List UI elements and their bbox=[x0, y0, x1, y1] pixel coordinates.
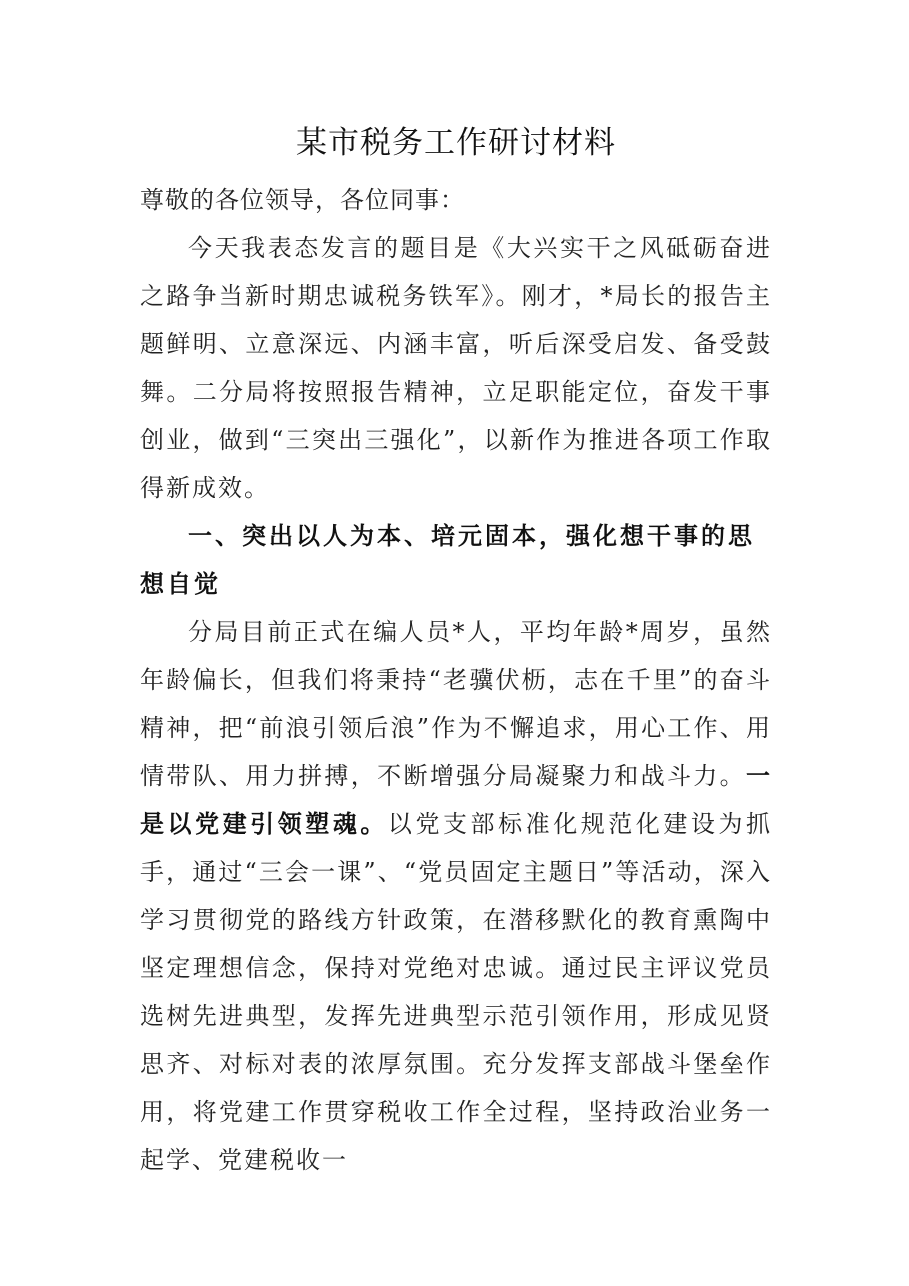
section-1-paragraph bbox=[140, 608, 772, 1184]
salutation: 尊敬的各位领导，各位同事： bbox=[140, 186, 465, 214]
section-1-text-b: 以党支部标准化规范化建设为抓手，通过“三会一课”、“党员固定主题日”等活动，深入学习贯彻党的路线方针政策，在潜移默化的教育熏陶中坚定理想信念，保持对党绝对忠诚。通过民主评议党员选树先进典型，发挥先进典型示范引领作用，形成见贤思齐、对标对表的浓厚氛围。充分发挥支部战斗堡垒作用，将党建工作贯穿税收工作全过程，坚持政治业务一起学、党建税收一 bbox=[140, 810, 773, 1174]
section-1-heading: 一、突出以人为本、培元固本，强化想干事的思想自觉 bbox=[140, 521, 755, 598]
section-1-bold-lead: 一是以党建引领塑魂。 bbox=[140, 761, 772, 838]
document-page bbox=[140, 118, 772, 1184]
intro-paragraph: 今天我表态发言的题目是《大兴实干之风砥砺奋进之路争当新时期忠诚税务铁军》。刚才，*局长的报告主题鲜明、立意深远、内涵丰富，听后深受启发、备受鼓舞。二分局将按照报告精神，立足职能定位，奋发干事创业，做到“三突出三强化”，以新作为推进各项工作取得新成效。 bbox=[140, 234, 772, 502]
section-1-text-a: 分局目前正式在编人员*人，平均年龄*周岁，虽然年龄偏长，但我们将秉持“老骥伏枥，志在千里”的奋斗精神，把“前浪引领后浪”作为不懈追求，用心工作、用情带队、用力拼搏，不断增强分局凝聚力和战斗力。 bbox=[140, 618, 772, 790]
document-title: 某市税务工作研讨材料 bbox=[296, 125, 616, 161]
